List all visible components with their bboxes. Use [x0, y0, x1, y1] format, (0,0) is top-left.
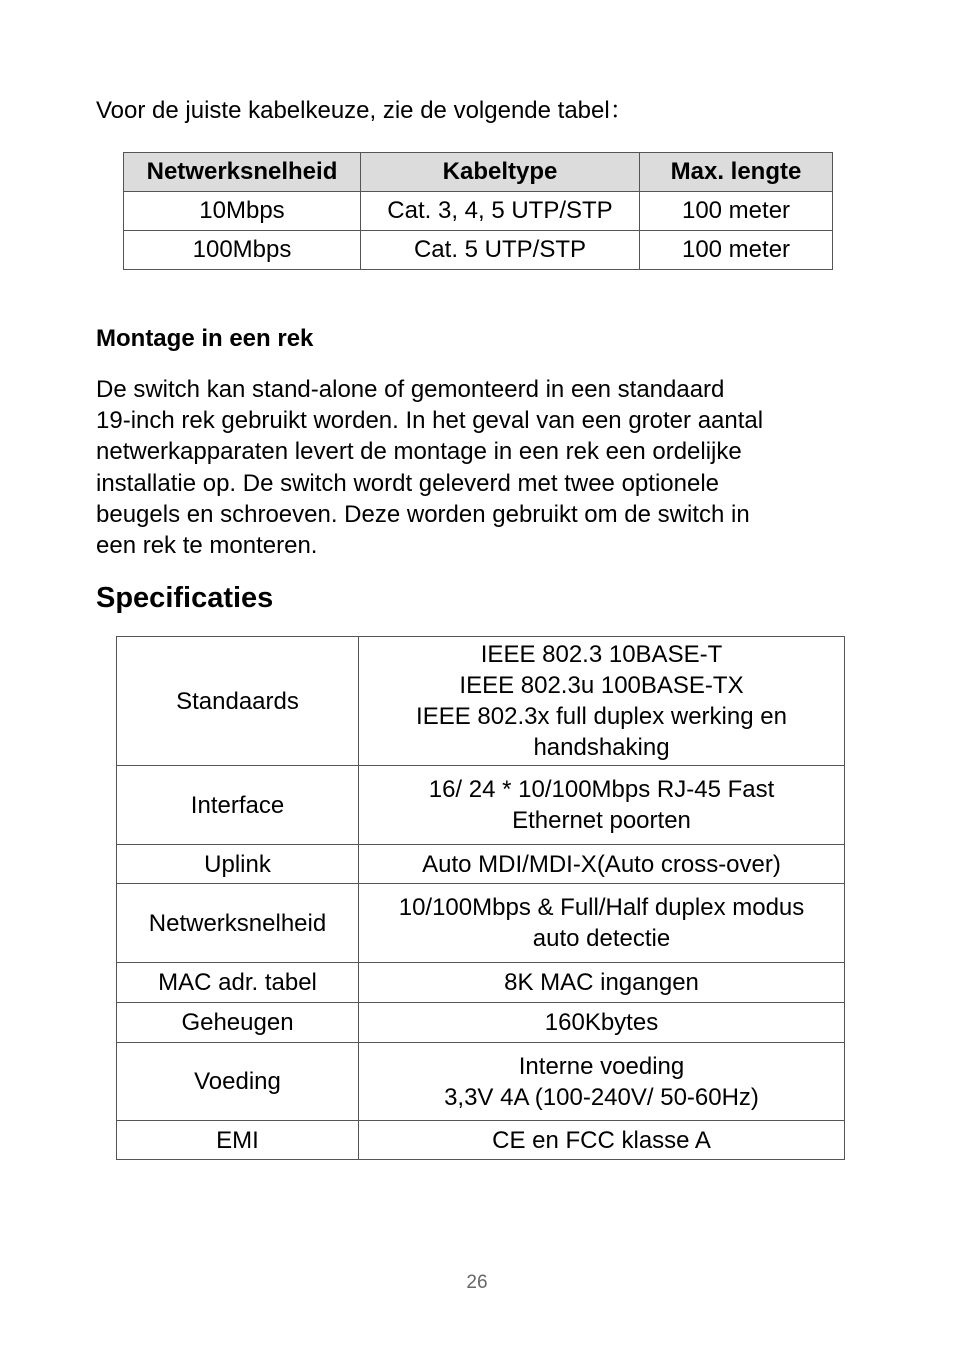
paragraph-line: beugels en schroeven. Deze worden gebruikt om de switch in — [96, 500, 750, 528]
rack-paragraph — [96, 374, 876, 561]
table-cell: 10Mbps — [124, 192, 361, 231]
cable-table-header — [124, 153, 833, 192]
rack-heading: Montage in een rek — [96, 325, 314, 352]
cable-table — [123, 152, 833, 270]
paragraph-line: De switch kan stand-alone of gemonteerd in een standaard — [96, 376, 725, 403]
specs-heading: Specificaties — [96, 582, 274, 614]
table-row — [117, 1121, 845, 1160]
spec-label: Interface — [117, 766, 359, 845]
spec-value-line: 160Kbytes — [544, 1009, 659, 1036]
spec-value — [359, 1043, 845, 1121]
spec-value — [359, 637, 845, 766]
specs-table — [116, 636, 845, 1160]
table-row — [117, 963, 845, 1003]
spec-value-line: 8K MAC ingangen — [504, 969, 699, 996]
page-number: 26 — [466, 1272, 488, 1293]
spec-value-line: CE en FCC klasse A — [492, 1126, 711, 1154]
table-cell: 100 meter — [640, 231, 833, 270]
spec-value-line: Auto MDI/MDI-X(Auto cross-over) — [422, 850, 781, 878]
spec-label: EMI — [117, 1121, 359, 1160]
spec-value-line: 10/100Mbps & Full/Half duplex modus — [398, 894, 805, 921]
paragraph-line: een rek te monteren. — [96, 532, 318, 560]
spec-value — [359, 1121, 845, 1160]
spec-value-line: IEEE 802.3 10BASE-T — [480, 641, 723, 668]
header-cell: Max. lengte — [640, 153, 833, 192]
table-cell: 100 meter — [640, 192, 833, 231]
spec-label: Uplink — [117, 845, 359, 884]
spec-value-line: handshaking — [533, 734, 670, 761]
spec-value-line: Ethernet poorten — [512, 807, 691, 834]
table-row — [117, 766, 845, 845]
spec-value-line: 16/ 24 * 10/100Mbps RJ-45 Fast — [428, 776, 775, 803]
spec-value-line: IEEE 802.3x full duplex werking en — [416, 703, 787, 730]
paragraph-line: netwerkapparaten levert de montage in een rek een ordelijke — [96, 438, 742, 466]
table-cell: Cat. 5 UTP/STP — [361, 231, 640, 270]
spec-value-line: 3,3V 4A (100-240V/ 50-60Hz) — [444, 1083, 759, 1111]
table-row — [124, 192, 833, 231]
spec-label: MAC adr. tabel — [117, 963, 359, 1003]
spec-value — [359, 1003, 845, 1043]
table-row — [117, 1003, 845, 1043]
spec-label: Standaards — [117, 637, 359, 766]
spec-value — [359, 963, 845, 1003]
table-cell: Cat. 3, 4, 5 UTP/STP — [361, 192, 640, 231]
spec-value — [359, 845, 845, 884]
spec-label: Geheugen — [117, 1003, 359, 1043]
spec-value — [359, 884, 845, 963]
table-row — [124, 231, 833, 270]
spec-label: Voeding — [117, 1043, 359, 1121]
paragraph-line: 19-inch rek gebruikt worden. In het geval van een groter aantal — [96, 407, 764, 435]
table-cell: 100Mbps — [124, 231, 361, 270]
table-row — [117, 1043, 845, 1121]
paragraph-line: installatie op. De switch wordt geleverd met twee optionele — [96, 469, 719, 497]
table-row — [117, 637, 845, 766]
spec-label: Netwerksnelheid — [117, 884, 359, 963]
header-cell: Kabeltype — [361, 153, 640, 192]
spec-value-line: IEEE 802.3u 100BASE-TX — [459, 672, 744, 699]
spec-value-line: auto detectie — [532, 925, 671, 952]
spec-value-line: Interne voeding — [518, 1052, 685, 1080]
spec-value — [359, 766, 845, 845]
header-cell: Netwerksnelheid — [124, 153, 361, 192]
intro-text: Voor de juiste kabelkeuze, zie de volgende tabel： — [96, 97, 634, 124]
table-row — [117, 845, 845, 884]
table-row — [117, 884, 845, 963]
